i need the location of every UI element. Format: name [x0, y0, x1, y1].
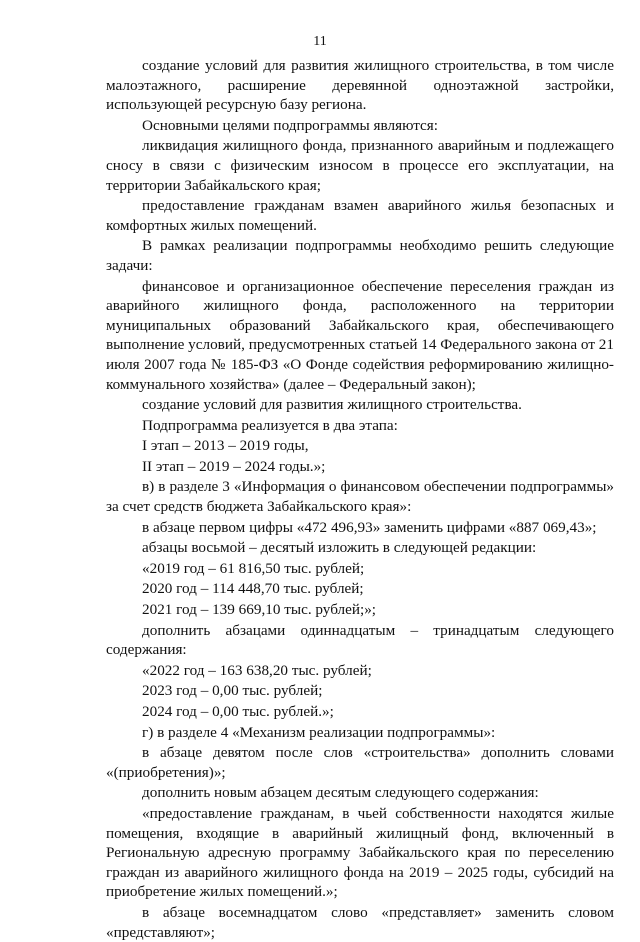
paragraph: II этап – 2019 – 2024 годы.»; [142, 457, 326, 475]
paragraph: «2022 год – 163 638,20 тыс. рублей; [142, 661, 372, 679]
paragraph: ликвидация жилищного фонда, признанного аварийным и подлежащего сносу в связи с физическим износом в процессе его эксплуатации, на территории Забайкальского края; [106, 137, 614, 194]
paragraph: в абзаце девятом после слов «строительства» дополнить словами «(приобретения)»; [106, 744, 614, 781]
paragraph: В рамках реализации подпрограммы необходимо решить следующие задачи: [106, 237, 614, 274]
paragraph: в) в разделе 3 «Информация о финансовом обеспечении подпрограммы» за счет средств бюджета Забайкальского края»: [106, 478, 614, 516]
paragraph: 2024 год – 0,00 тыс. рублей.»; [142, 703, 334, 720]
paragraph: 2023 год – 0,00 тыс. рублей; [142, 682, 323, 700]
paragraph: создание условий для развития жилищного строительства, в том числе малоэтажного, расширение деревянной одноэтажной застройки, использующей ресурсную базу региона. [106, 57, 614, 114]
page-number: 11 [313, 34, 327, 49]
paragraph: «предоставление гражданам, в чьей собственности находятся жилые помещения, входящие в аварийный жилищный фонд, включенный в Региональную адресную программу Забайкальского края по переселению граждан из аварийного жилищного фонда на 2019 – 2025 годы, субсидий на приобретение жилых помещений.»; [106, 804, 614, 901]
paragraph: 2021 год – 139 669,10 тыс. рублей;»; [142, 601, 377, 619]
paragraph: Основными целями подпрограммы являются: [142, 116, 438, 134]
paragraph: абзацы восьмой – десятый изложить в следующей редакции: [142, 539, 537, 557]
document-body [106, 56, 614, 942]
paragraph: Подпрограмма реализуется в два этапа: [142, 416, 398, 434]
paragraph: в абзаце восемнадцатом слово «представляет» заменить словом «представляют»; [106, 903, 614, 941]
paragraph: финансовое и организационное обеспечение переселения граждан из аварийного жилищного фонда, расположенного на территории муниципальных образований Забайкальского края, обеспечивающего выполнение условий, предусмотренных статьей 14 Федерального закона от 21 июля 2007 года № 185-ФЗ «О Фонде содействия реформированию жилищно-коммунального хозяйства» (далее – Федеральный закон); [106, 277, 614, 393]
paragraph: «2019 год – 61 816,50 тыс. рублей; [142, 559, 365, 577]
paragraph: в абзаце первом цифры «472 496,93» заменить цифрами «887 069,43»; [142, 518, 597, 536]
paragraph: I этап – 2013 – 2019 годы, [142, 437, 309, 455]
paragraph: 2020 год – 114 448,70 тыс. рублей; [142, 580, 364, 598]
paragraph: дополнить новым абзацем десятым следующего содержания: [142, 784, 539, 802]
paragraph: создание условий для развития жилищного строительства. [142, 396, 522, 414]
paragraph: дополнить абзацами одиннадцатым – тринадцатым следующего содержания: [106, 621, 614, 659]
paragraph: г) в разделе 4 «Механизм реализации подпрограммы»: [142, 723, 496, 741]
paragraph: предоставление гражданам взамен аварийного жилья безопасных и комфортных жилых помещений. [106, 197, 614, 234]
